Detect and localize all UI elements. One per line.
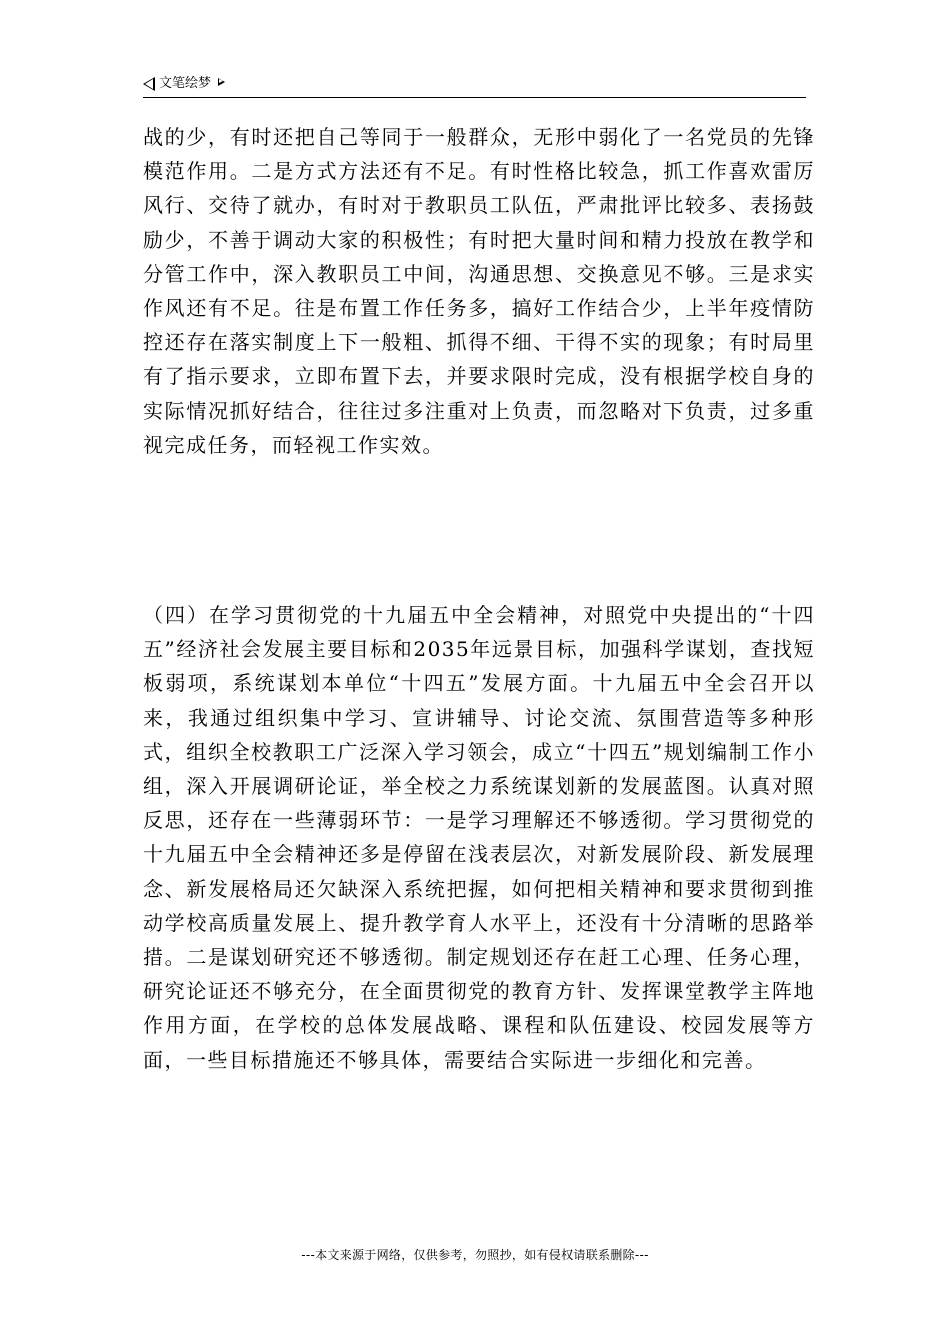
triangle-left-icon	[143, 77, 155, 91]
header-brand	[143, 76, 225, 92]
page-header	[143, 74, 806, 98]
triangle-right-icon	[218, 78, 225, 86]
body-paragraph-2: （四）在学习贯彻党的十九届五中全会精神，对照党中央提出的“十四五”经济社会发展主要目标和2035年远景目标，加强科学谋划，查找短板弱项，系统谋划本单位“十四五”发展方面。十九届五中全会召开以来，我通过组织集中学习、宣讲辅导、讨论交流、氛围营造等多种形式，组织全校教职工广泛深入学习领会，成立“十四五”规划编制工作小组，深入开展调研论证，举全校之力系统谋划新的发展蓝图。认真对照反思，还存在一些薄弱环节：一是学习理解还不够透彻。学习贯彻党的十九届五中全会精神还多是停留在浅表层次，对新发展阶段、新发展理念、新发展格局还欠缺深入系统把握，如何把相关精神和要求贯彻到推动学校高质量发展上、提升教学育人水平上，还没有十分清晰的思路举措。二是谋划研究还不够透彻。制定规划还存在赶工心理、任务心理，研究论证还不够充分，在全面贯彻党的教育方针、发挥课堂教学主阵地作用方面，在学校的总体发展战略、课程和队伍建设、校园发展等方面，一些目标措施还不够具体，需要结合实际进一步细化和完善。	[143, 603, 815, 1072]
body-paragraph-1: 战的少，有时还把自己等同于一般群众，无形中弱化了一名党员的先锋模范作用。二是方式方法还有不足。有时性格比较急，抓工作喜欢雷厉风行、交待了就办，有时对于教职员工队伍，严肃批评比较多、表扬鼓励少，不善于调动大家的积极性；有时把大量时间和精力投放在教学和分管工作中，深入教职员工中间，沟通思想、交换意见不够。三是求实作风还有不足。往是布置工作任务多，搞好工作结合少，上半年疫情防控还存在落实制度上下一般粗、抓得不细、干得不实的现象；有时局里有了指示要求，立即布置下去，并要求限时完成，没有根据学校自身的实际情况抓好结合，往往过多注重对上负责，而忽略对下负责，过多重视完成任务，而轻视工作实效。	[143, 125, 815, 457]
header-title: 文笔绘梦	[159, 76, 212, 91]
footer-disclaimer: ---本文来源于网络，仅供参考，勿照抄，如有侵权请联系删除---	[301, 1248, 649, 1262]
